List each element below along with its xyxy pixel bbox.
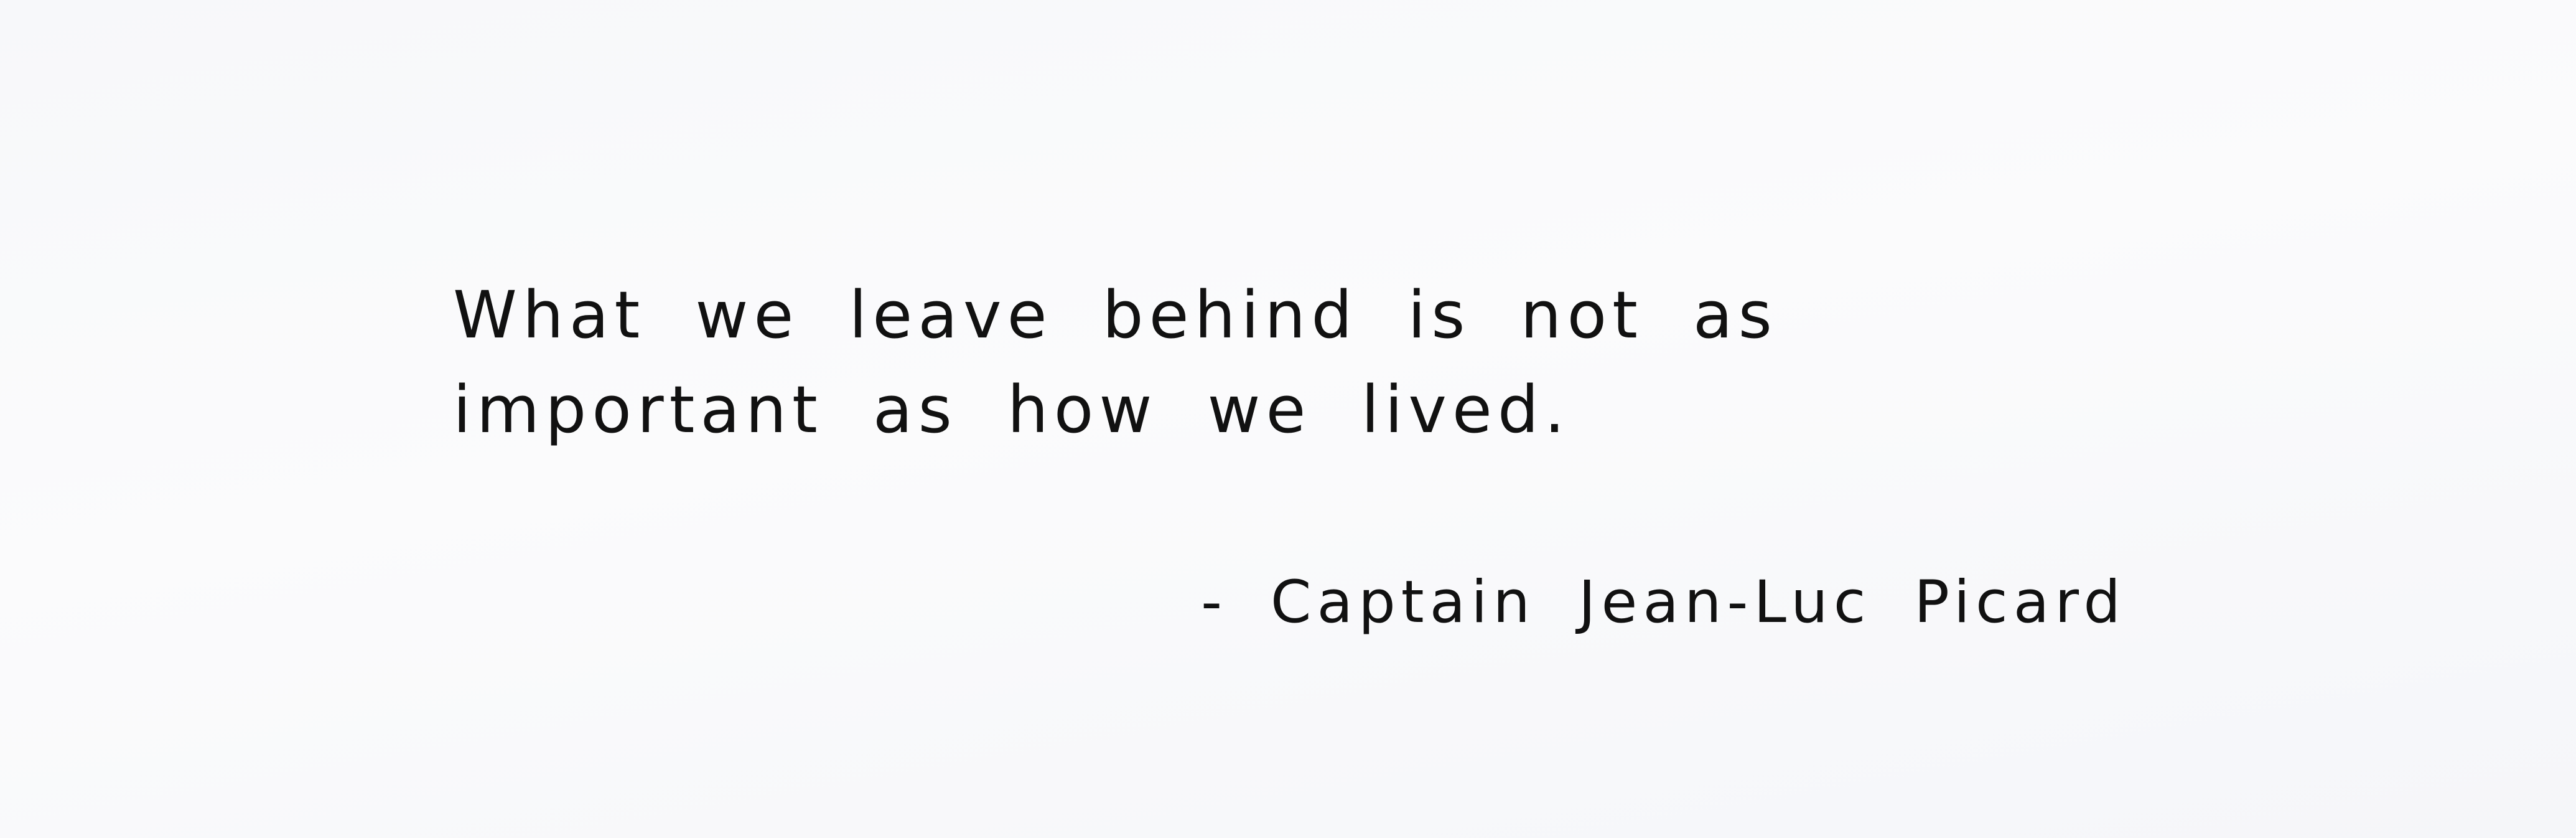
quote-attribution: - Captain Jean-Luc Picard — [1201, 568, 2126, 636]
quote-text: What we leave behind is not as important as how we lived. — [453, 277, 1778, 448]
